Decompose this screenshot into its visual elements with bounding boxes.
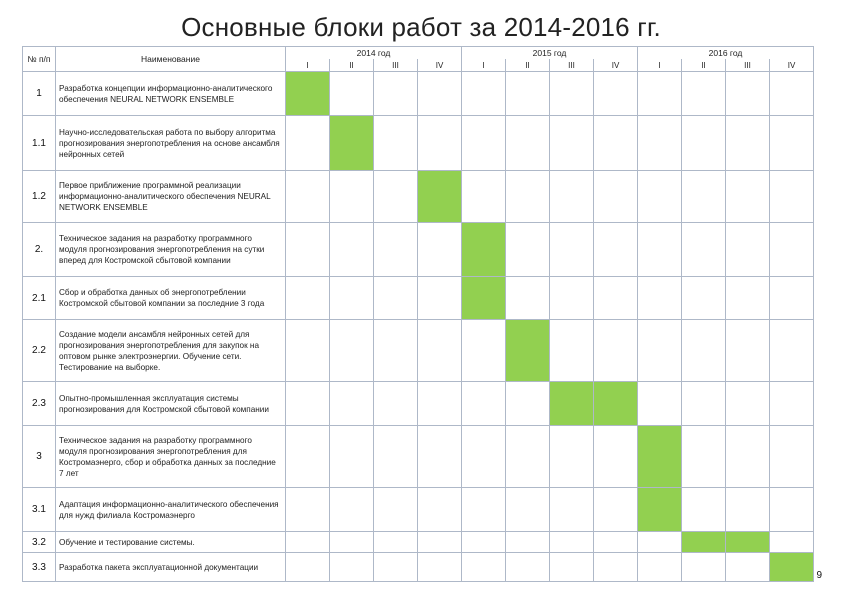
gantt-bar-cell xyxy=(638,488,682,532)
gantt-cell xyxy=(330,277,374,320)
table-row xyxy=(23,223,814,277)
table-row xyxy=(23,171,814,223)
gantt-cell xyxy=(506,426,550,488)
gantt-cell xyxy=(418,382,462,426)
gantt-cell xyxy=(330,553,374,582)
gantt-cell xyxy=(638,277,682,320)
gantt-cell xyxy=(550,72,594,116)
gantt-table xyxy=(22,46,814,582)
row-name: Разработка концепции информационно-аналитического обеспечения NEURAL NETWORK ENSEMBLE xyxy=(56,72,286,116)
gantt-cell xyxy=(462,488,506,532)
gantt-cell xyxy=(506,553,550,582)
gantt-cell xyxy=(638,116,682,171)
gantt-cell xyxy=(286,488,330,532)
row-name: Обучение и тестирование системы. xyxy=(56,532,286,553)
row-number: 2.2 xyxy=(23,320,56,382)
gantt-cell xyxy=(682,116,726,171)
gantt-cell xyxy=(374,320,418,382)
row-number: 3 xyxy=(23,426,56,488)
gantt-cell xyxy=(594,72,638,116)
gantt-cell xyxy=(726,277,770,320)
row-name: Сбор и обработка данных об энергопотреблении Костромской сбытовой компании за последние 3 года xyxy=(56,277,286,320)
gantt-cell xyxy=(594,171,638,223)
gantt-cell xyxy=(550,426,594,488)
gantt-cell xyxy=(286,171,330,223)
gantt-cell xyxy=(770,277,814,320)
table-row xyxy=(23,277,814,320)
gantt-cell xyxy=(770,382,814,426)
gantt-cell xyxy=(374,223,418,277)
row-name: Адаптация информационно-аналитического обеспечения для нужд филиала Костромаэнерго xyxy=(56,488,286,532)
gantt-cell xyxy=(374,116,418,171)
gantt-cell xyxy=(418,553,462,582)
row-number: 2. xyxy=(23,223,56,277)
gantt-cell xyxy=(286,223,330,277)
gantt-bar-cell xyxy=(462,223,506,277)
gantt-cell xyxy=(594,320,638,382)
year-2016: 2016 год xyxy=(638,47,814,60)
gantt-cell xyxy=(770,223,814,277)
gantt-bar-cell xyxy=(550,382,594,426)
quarter-header: I xyxy=(286,59,330,72)
gantt-cell xyxy=(682,277,726,320)
gantt-cell xyxy=(682,320,726,382)
table-row xyxy=(23,382,814,426)
quarter-header: II xyxy=(682,59,726,72)
quarter-header: IV xyxy=(418,59,462,72)
gantt-cell xyxy=(770,532,814,553)
gantt-cell xyxy=(330,320,374,382)
gantt-cell xyxy=(418,532,462,553)
gantt-bar-cell xyxy=(638,426,682,488)
gantt-cell xyxy=(726,171,770,223)
table-row xyxy=(23,116,814,171)
gantt-cell xyxy=(770,488,814,532)
gantt-bar-cell xyxy=(506,320,550,382)
row-number: 3.2 xyxy=(23,532,56,553)
gantt-cell xyxy=(374,171,418,223)
quarter-header: III xyxy=(726,59,770,72)
gantt-cell xyxy=(374,488,418,532)
quarter-header: IV xyxy=(770,59,814,72)
gantt-cell xyxy=(594,223,638,277)
gantt-cell xyxy=(638,171,682,223)
gantt-cell xyxy=(506,277,550,320)
gantt-cell xyxy=(374,72,418,116)
gantt-bar-cell xyxy=(286,72,330,116)
table-row xyxy=(23,426,814,488)
gantt-cell xyxy=(286,553,330,582)
gantt-cell xyxy=(594,532,638,553)
gantt-cell xyxy=(330,488,374,532)
gantt-cell xyxy=(594,553,638,582)
gantt-cell xyxy=(506,382,550,426)
quarter-header: I xyxy=(462,59,506,72)
gantt-cell xyxy=(594,116,638,171)
row-number: 1 xyxy=(23,72,56,116)
gantt-cell xyxy=(726,72,770,116)
quarter-header: III xyxy=(374,59,418,72)
gantt-cell xyxy=(418,277,462,320)
gantt-cell xyxy=(506,223,550,277)
gantt-cell xyxy=(594,277,638,320)
row-name: Научно-исследовательская работа по выбору алгоритма прогнозирования энергопотребления на основе ансамбля нейронных сетей xyxy=(56,116,286,171)
gantt-cell xyxy=(286,277,330,320)
row-name: Первое приближение программной реализации информационно-аналитического обеспечения NEURAL NETWORK ENSEMBLE xyxy=(56,171,286,223)
row-name: Опытно-промышленная эксплуатация системы прогнозирования для Костромской сбытовой компании xyxy=(56,382,286,426)
gantt-cell xyxy=(418,320,462,382)
gantt-cell xyxy=(462,382,506,426)
gantt-cell xyxy=(726,382,770,426)
gantt-cell xyxy=(330,426,374,488)
row-name: Разработка пакета эксплуатационной документации xyxy=(56,553,286,582)
gantt-body xyxy=(23,72,814,582)
gantt-cell xyxy=(462,116,506,171)
year-2015: 2015 год xyxy=(462,47,638,60)
quarter-header: IV xyxy=(594,59,638,72)
gantt-cell xyxy=(550,223,594,277)
gantt-cell xyxy=(770,320,814,382)
gantt-cell xyxy=(550,553,594,582)
gantt-cell xyxy=(374,553,418,582)
gantt-cell xyxy=(462,171,506,223)
gantt-cell xyxy=(462,426,506,488)
gantt-cell xyxy=(330,223,374,277)
gantt-cell xyxy=(550,116,594,171)
year-2014: 2014 год xyxy=(286,47,462,60)
gantt-cell xyxy=(374,277,418,320)
gantt-cell xyxy=(418,72,462,116)
gantt-cell xyxy=(682,171,726,223)
gantt-cell xyxy=(462,320,506,382)
gantt-cell xyxy=(682,72,726,116)
quarter-header: II xyxy=(330,59,374,72)
gantt-cell xyxy=(726,223,770,277)
gantt-cell xyxy=(462,72,506,116)
gantt-cell xyxy=(638,553,682,582)
gantt-cell xyxy=(682,382,726,426)
gantt-cell xyxy=(682,426,726,488)
table-row xyxy=(23,488,814,532)
gantt-cell xyxy=(330,532,374,553)
page-title: Основные блоки работ за 2014-2016 гг. xyxy=(181,12,661,42)
gantt-cell xyxy=(418,488,462,532)
gantt-cell xyxy=(550,277,594,320)
gantt-cell xyxy=(506,72,550,116)
gantt-cell xyxy=(330,382,374,426)
gantt-cell xyxy=(374,532,418,553)
gantt-bar-cell xyxy=(594,382,638,426)
gantt-cell xyxy=(462,532,506,553)
gantt-cell xyxy=(330,171,374,223)
table-row xyxy=(23,320,814,382)
gantt-cell xyxy=(726,426,770,488)
gantt-bar-cell xyxy=(330,116,374,171)
gantt-cell xyxy=(330,72,374,116)
gantt-cell xyxy=(418,223,462,277)
gantt-cell xyxy=(374,426,418,488)
gantt-cell xyxy=(770,171,814,223)
gantt-bar-cell xyxy=(682,532,726,553)
header-number: № п/п xyxy=(23,47,56,72)
gantt-cell xyxy=(638,72,682,116)
table-row xyxy=(23,532,814,553)
gantt-cell xyxy=(506,488,550,532)
gantt-cell xyxy=(638,532,682,553)
gantt-bar-cell xyxy=(770,553,814,582)
gantt-cell xyxy=(594,426,638,488)
gantt-cell xyxy=(682,488,726,532)
gantt-cell xyxy=(682,553,726,582)
gantt-cell xyxy=(286,320,330,382)
gantt-cell xyxy=(726,320,770,382)
gantt-cell xyxy=(594,488,638,532)
table-row xyxy=(23,72,814,116)
gantt-cell xyxy=(462,553,506,582)
quarter-header: I xyxy=(638,59,682,72)
quarter-header: II xyxy=(506,59,550,72)
gantt-cell xyxy=(638,223,682,277)
gantt-cell xyxy=(770,426,814,488)
gantt-bar-cell xyxy=(462,277,506,320)
header-name: Наименование xyxy=(56,47,286,72)
gantt-cell xyxy=(286,116,330,171)
row-name: Создание модели ансамбля нейронных сетей для прогнозирования энергопотребления для закупок на оптовом рынке электроэнергии. Обучение сети. Тестирование на выборке. xyxy=(56,320,286,382)
gantt-cell xyxy=(286,426,330,488)
table-row xyxy=(23,553,814,582)
row-number: 1.1 xyxy=(23,116,56,171)
gantt-cell xyxy=(726,116,770,171)
gantt-bar-cell xyxy=(726,532,770,553)
gantt-cell xyxy=(726,488,770,532)
gantt-cell xyxy=(286,382,330,426)
row-number: 3.3 xyxy=(23,553,56,582)
gantt-cell xyxy=(374,382,418,426)
gantt-cell xyxy=(770,116,814,171)
row-name: Техническое задания на разработку программного модуля прогнозирования энергопотребления на сутки вперед для Костромской сбытовой компании xyxy=(56,223,286,277)
row-number: 2.1 xyxy=(23,277,56,320)
gantt-cell xyxy=(770,72,814,116)
gantt-cell xyxy=(506,116,550,171)
gantt-cell xyxy=(726,553,770,582)
gantt-cell xyxy=(682,223,726,277)
row-name: Техническое задания на разработку программного модуля прогнозирования энергопотребления для Костромаэнерго, сбор и обработка данных за последние 7 лет xyxy=(56,426,286,488)
page-number: 9 xyxy=(816,570,822,581)
row-number: 2.3 xyxy=(23,382,56,426)
row-number: 1.2 xyxy=(23,171,56,223)
quarter-header: III xyxy=(550,59,594,72)
gantt-cell xyxy=(506,171,550,223)
row-number: 3.1 xyxy=(23,488,56,532)
gantt-cell xyxy=(418,426,462,488)
gantt-cell xyxy=(550,532,594,553)
gantt-cell xyxy=(550,488,594,532)
gantt-cell xyxy=(638,320,682,382)
gantt-cell xyxy=(638,382,682,426)
gantt-cell xyxy=(550,320,594,382)
gantt-cell xyxy=(418,116,462,171)
gantt-cell xyxy=(286,532,330,553)
gantt-cell xyxy=(550,171,594,223)
gantt-cell xyxy=(506,532,550,553)
gantt-bar-cell xyxy=(418,171,462,223)
